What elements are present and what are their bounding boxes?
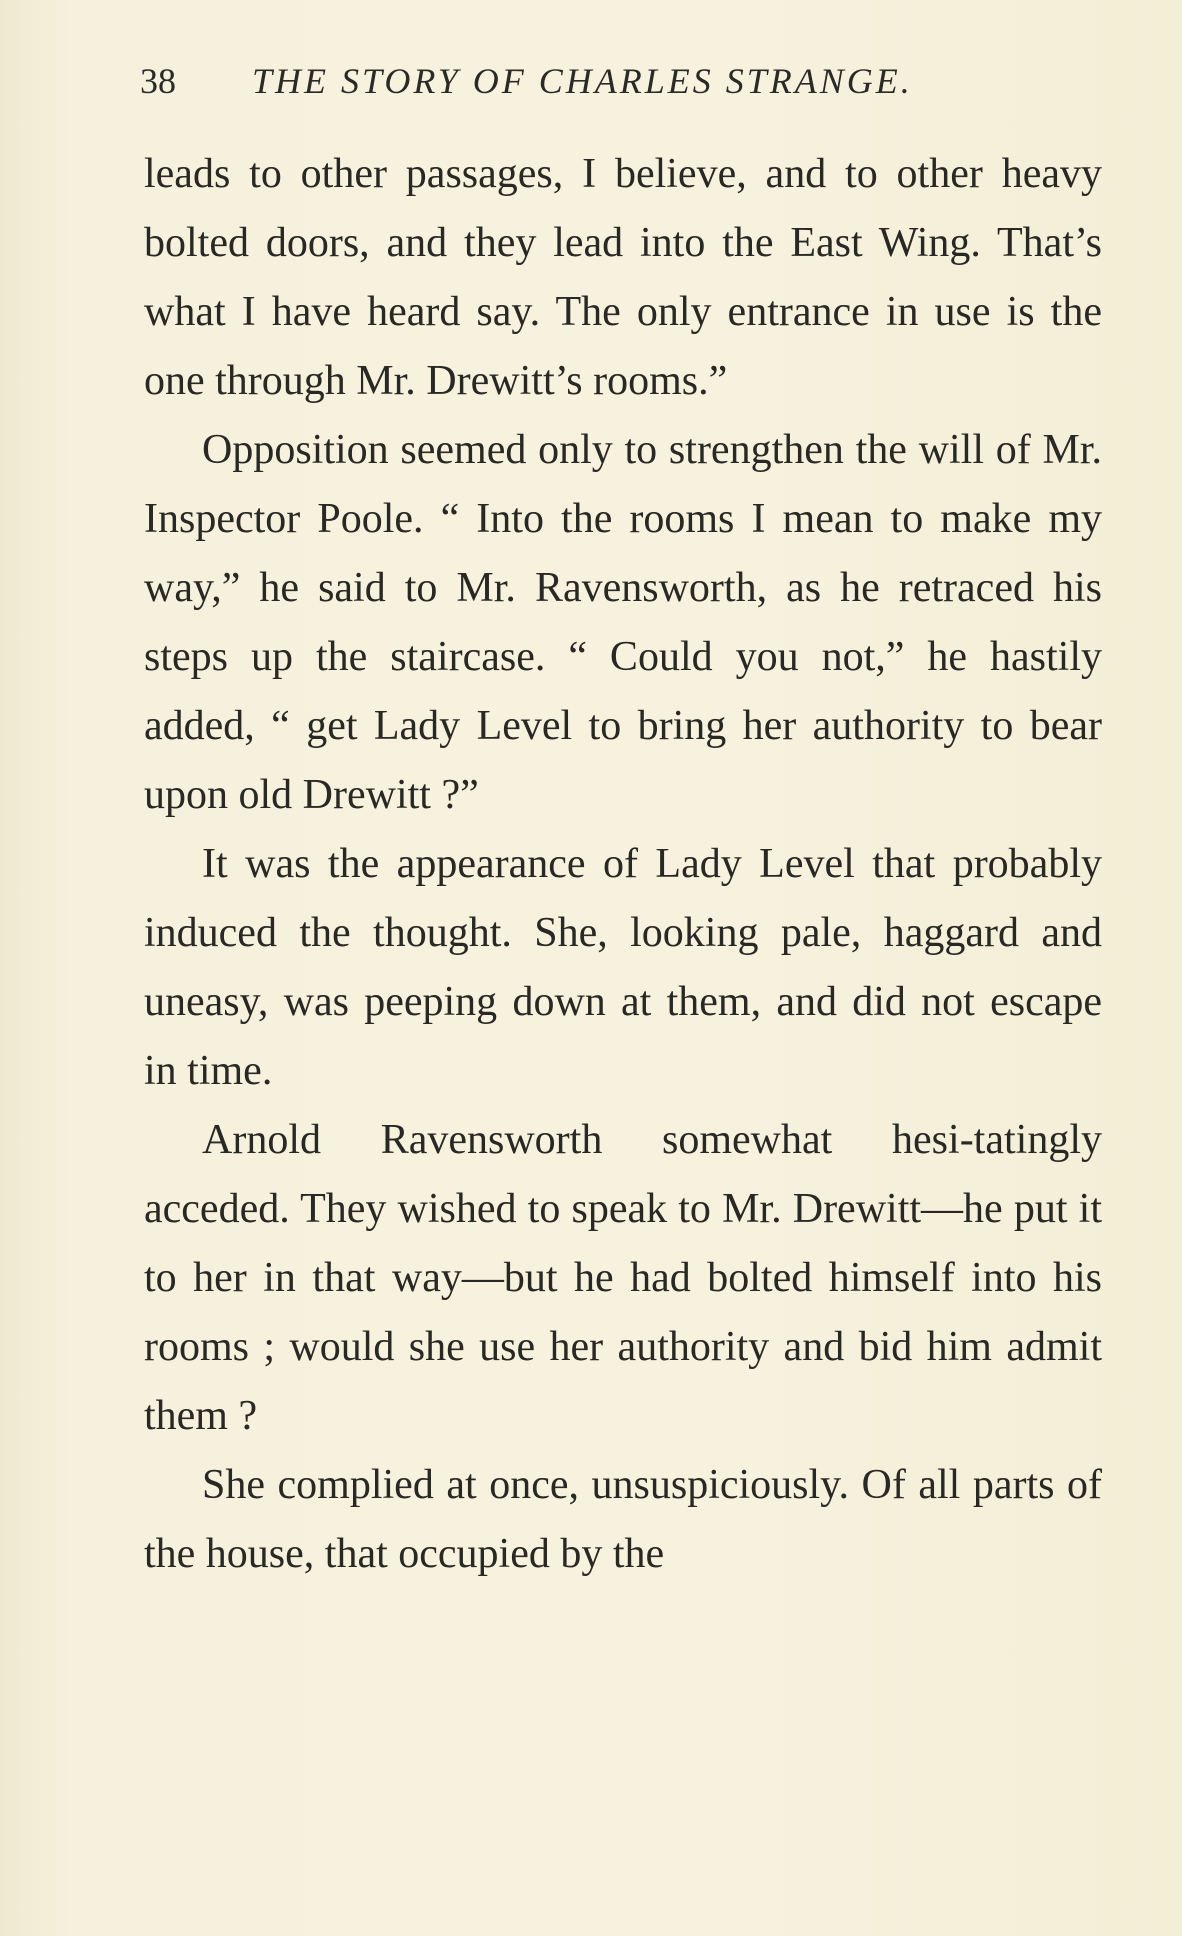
page-header: [140, 56, 1060, 116]
paragraph: She complied at once, unsuspiciously. Of all parts of the house, that occupied by the: [144, 1462, 1102, 1577]
paragraph: Opposition seemed only to strengthen the will of Mr. Inspector Poole. “ Into the rooms I mean to make my way,” he said to Mr. Ravensworth, as he retraced his steps up the staircase. “ Could you not,” he hastily added, “ get Lady Level to bring her authority to bear upon old Drewitt ?”: [144, 427, 1102, 818]
paragraph: It was the appearance of Lady Level that probably induced the thought. She, looking pale, haggard and uneasy, was peeping down at them, and did not escape in time.: [144, 841, 1102, 1094]
page-number: 38: [140, 61, 176, 101]
paragraph: Arnold Ravensworth somewhat hesi-tatingly acceded. They wished to speak to Mr. Drewitt—he put it to her in that way—but he had bolted himself into his rooms ; would she use her authority and bid him admit them ?: [144, 1117, 1102, 1439]
running-title: THE STORY OF CHARLES STRANGE.: [252, 61, 913, 101]
body-text: [144, 140, 1102, 1589]
paragraph-continued: leads to other passages, I believe, and to other heavy bolted doors, and they lead into the East Wing. That’s what I have heard say. The only entrance in use is the one through Mr. Drewitt’s rooms.”: [144, 151, 1102, 404]
